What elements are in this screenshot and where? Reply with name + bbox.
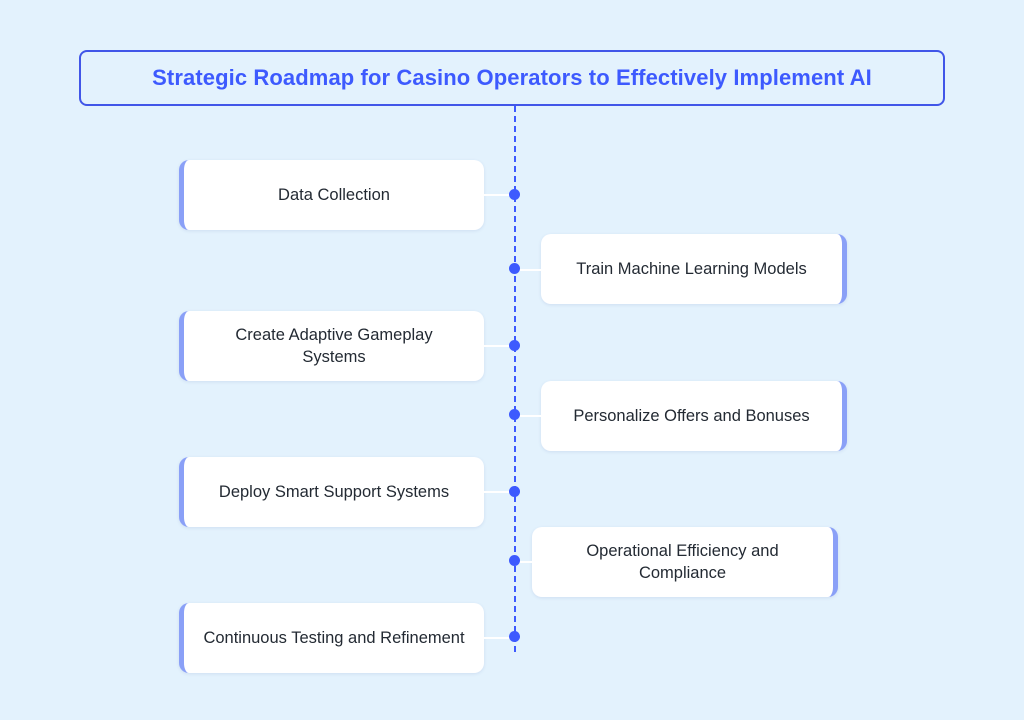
step-label: Deploy Smart Support Systems <box>218 482 450 501</box>
step-label: Personalize Offers and Bonuses <box>573 406 810 425</box>
step-dot-6 <box>509 555 520 566</box>
step-label: Operational Efficiency and Compliance <box>586 541 779 582</box>
step-dot-1 <box>509 189 520 200</box>
step-node-5[interactable] <box>179 457 484 527</box>
step-label: Train Machine Learning Models <box>576 259 807 278</box>
step-node-6[interactable] <box>532 527 838 597</box>
step-node-2[interactable] <box>541 234 847 304</box>
step-node-3[interactable] <box>179 311 484 381</box>
step-node-4[interactable] <box>541 381 847 451</box>
step-dot-4 <box>509 409 520 420</box>
step-dot-7 <box>509 631 520 642</box>
step-node-1[interactable] <box>179 160 484 230</box>
step-dot-3 <box>509 340 520 351</box>
step-label: Continuous Testing and Refinement <box>203 628 465 647</box>
step-dot-2 <box>509 263 520 274</box>
step-dot-5 <box>509 486 520 497</box>
page-title: Strategic Roadmap for Casino Operators to Effectively Implement AI <box>152 65 872 90</box>
timeline-spine <box>514 106 516 652</box>
step-label: Create Adaptive Gameplay Systems <box>235 325 433 366</box>
title-box <box>79 50 945 106</box>
step-label: Data Collection <box>278 185 390 204</box>
step-node-7[interactable] <box>179 603 484 673</box>
